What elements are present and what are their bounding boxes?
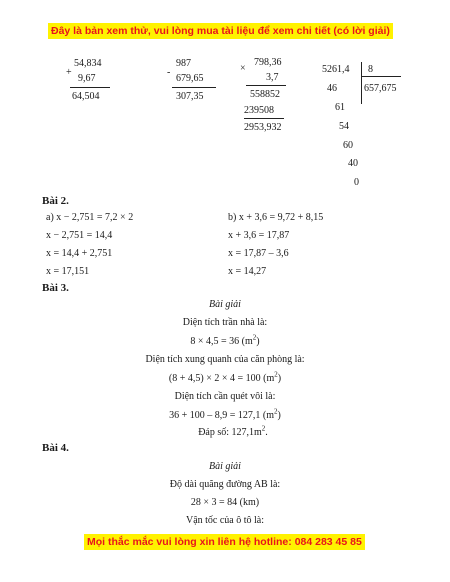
subtraction-result: 307,35 (176, 91, 204, 102)
bai-3-line-2: 8 × 4,5 = 36 $(m^2)$ (190, 333, 260, 347)
hotline-banner: Mọi thắc mắc vui lòng xin liên hệ hotline: 084 283 45 85 (84, 534, 365, 550)
addition-line (70, 87, 110, 88)
multiplication-line-2 (244, 118, 284, 119)
part-a-line-3: x = 14,4 + 2,751 (46, 248, 113, 259)
remainder-5: 40 (348, 158, 358, 169)
quotient: 657,675 (364, 83, 397, 94)
multiplication-line-1 (246, 85, 286, 86)
addend-b: 9,67 (78, 73, 96, 84)
partial-product-2: 239508 (244, 105, 274, 116)
bai-3-title: Bài 3. (42, 282, 69, 294)
bai-3-line-3: Diện tích xung quanh của căn phòng là: (145, 354, 305, 365)
times-sign: × (240, 63, 246, 74)
remainder-3: 54 (339, 121, 349, 132)
bai-3-answer: Đáp số: $127,1m^2$. (198, 424, 268, 438)
part-b-line-1: b) x + 3,6 = 9,72 + 8,15 (228, 212, 324, 223)
preview-notice-banner: Đây là bản xem thử, vui lòng mua tài liệu để xem chi tiết (có lời giải) (48, 23, 393, 39)
multiplicand: 798,36 (254, 57, 282, 68)
plus-sign: + (66, 67, 72, 78)
bai-3-line-4: (8 + 4,5) × 2 × 4 = 100 $(m^2)$ (168, 370, 282, 384)
part-a-line-1: a) x − 2,751 = 7,2 × 2 (46, 212, 134, 223)
remainder-4: 60 (343, 140, 353, 151)
bai-3-line-5: Diện tích cần quét vôi là: (174, 391, 276, 402)
bai-2-title: Bài 2. (42, 195, 69, 207)
partial-product-1: 558852 (250, 89, 280, 100)
multiplier: 3,7 (266, 72, 279, 83)
subtrahend: 679,65 (176, 73, 204, 84)
bai-3-heading: Bài giải (209, 299, 241, 310)
dividend: 5261,4 (322, 64, 350, 75)
remainder-6: 0 (354, 177, 359, 188)
remainder-2: 61 (335, 102, 345, 113)
part-a-line-4: x = 17,151 (46, 266, 90, 277)
part-b-line-2: x + 3,6 = 17,87 (228, 230, 290, 241)
bai-4-heading: Bài giải (209, 461, 241, 472)
bai-3-line-1: Diện tích trần nhà là: (182, 317, 268, 328)
bai-4-title: Bài 4. (42, 442, 69, 454)
multiplication-result: 2953,932 (244, 122, 282, 133)
addition-result: 64,504 (72, 91, 100, 102)
part-b-line-3: x = 17,87 – 3,6 (228, 248, 289, 259)
division-vertical-line (361, 62, 362, 104)
divisor: 8 (368, 64, 373, 75)
bai-4-line-3: Vận tốc của ô tô là: (185, 515, 265, 526)
division-horizontal-line (361, 76, 401, 77)
bai-4-line-2: 28 × 3 = 84 (km) (190, 497, 260, 508)
subtraction-line (172, 87, 216, 88)
addend-a: 54,834 (74, 58, 102, 69)
minuend: 987 (176, 58, 191, 69)
part-a-line-2: x − 2,751 = 14,4 (46, 230, 113, 241)
bai-3-line-6: 36 + 100 – 8,9 = 127,1 $(m^2)$ (169, 407, 281, 421)
remainder-1: 46 (327, 83, 337, 94)
bai-4-line-1: Độ dài quãng đường AB là: (169, 479, 281, 490)
minus-sign: - (167, 67, 171, 78)
part-b-line-4: x = 14,27 (228, 266, 267, 277)
